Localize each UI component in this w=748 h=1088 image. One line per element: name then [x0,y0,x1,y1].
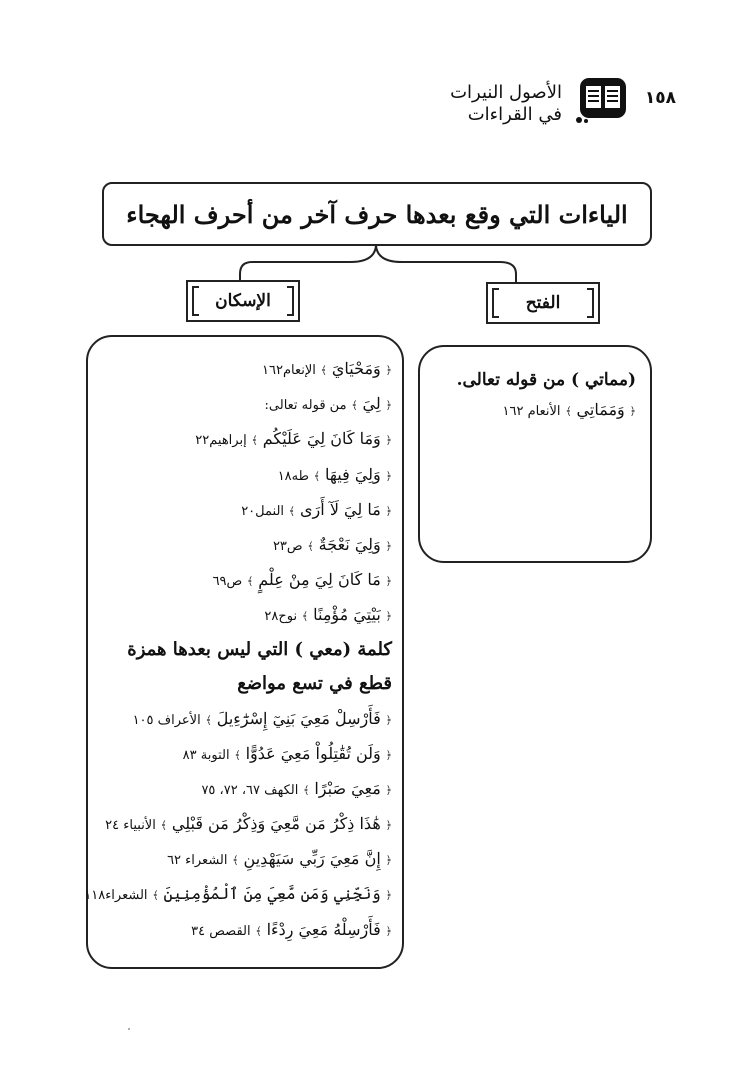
quran-bracket-open-icon: ﴿ [385,399,392,413]
verse-reference: القصص ٣٤ [191,923,251,939]
verse-text: مَا لِيَ لَآ أَرَى [300,499,381,519]
verse-reference: الإنعام١٦٢ [262,363,316,378]
verse-text: مَعِيَ صَبْرًا [314,778,381,798]
verse-text: وَنَجِّنِي وَمَن مَّعِيَ مِنَ ٱلْمُؤْمِنِينَ [163,884,381,904]
branch-label-fath [486,282,600,324]
fath-verse-line [430,395,636,425]
verse-text: هَٰذَا ذِكْرُ مَن مَّعِيَ وَذِكْرُ مَن قَبْلِي [171,814,381,834]
book-title-line2: في القراءات [467,104,562,125]
quran-bracket-close-icon: ﴾ [232,854,239,868]
page-speck [128,1028,130,1030]
verse-reference: إبراهيم٢٢ [195,433,247,449]
quran-bracket-close-icon: ﴾ [307,539,314,553]
verse-reference: الشعراء١١٨ [84,888,148,904]
verse-line [98,492,392,527]
section-title: الياءات التي وقع بعدها حرف آخر من أحرف الهجاء [126,199,628,229]
section-title-box [102,182,652,246]
verse-text: وَلَن تُقَٰتِلُواْ مَعِيَ عَدُوًّا [245,743,381,763]
verse-text: لِيَ [362,394,381,414]
iskan-verse-list-2 [84,701,392,947]
verse-line [98,351,392,386]
branch-iskan-text: الإسكان [215,291,271,311]
quran-bracket-close-icon: ﴾ [288,504,296,518]
verse-reference: الشعراء ٦٢ [167,853,228,869]
verse-line [98,912,392,947]
verse-line [98,457,392,492]
quran-bracket-close-icon: ﴾ [234,748,241,762]
quran-bracket-close-icon: ﴾ [313,469,321,483]
quran-bracket-close-icon: ﴾ [247,575,254,589]
quran-bracket-open-icon: ﴿ [385,434,392,448]
quran-bracket-close-icon: ﴾ [301,610,309,624]
book-title [450,82,562,126]
quran-bracket-open-icon: ﴿ [385,575,392,589]
quran-bracket-open-icon: ﴿ [385,854,392,868]
fath-ref: الأنعام ١٦٢ [502,404,561,419]
book-title-line1: الأصول النيرات [450,82,562,103]
branch-label-iskan [186,280,300,322]
branch-fath-text: الفتح [525,293,561,313]
quran-bracket-close-icon: ﴾ [320,364,328,377]
verse-line [98,421,392,456]
quran-bracket-open-icon: ﴿ [629,405,636,418]
verse-line [98,527,392,562]
iskan-verse-list [98,351,392,633]
verse-text: فَأَرْسِلْهُ مَعِيَ رِدْءًا [266,919,381,939]
verse-text: وَمَحْيَايَ [331,359,381,378]
quran-bracket-close-icon: ﴾ [303,783,310,797]
fath-verse: وَمَمَاتِي [576,400,625,419]
book-logo-icon [576,76,630,124]
quran-bracket-close-icon: ﴾ [152,889,159,903]
verse-line [98,771,392,806]
quran-bracket-close-icon: ﴾ [205,713,212,727]
verse-line [98,806,392,841]
verse-line [98,386,392,421]
verse-text: وَمَا كَانَ لِيَ عَلَيْكُم [262,429,381,449]
verse-reference: ص٦٩ [212,574,243,590]
verse-line [84,876,392,911]
verse-line [98,841,392,876]
verse-text: وَلِيَ فِيهَا [325,464,381,484]
verse-line [98,736,392,771]
verse-text: مَا كَانَ لِيَ مِنْ عِلْمٍ [258,570,381,590]
quran-bracket-open-icon: ﴿ [385,713,392,727]
quran-bracket-open-icon: ﴿ [385,783,392,797]
quran-bracket-close-icon: ﴾ [160,819,168,833]
quran-bracket-open-icon: ﴿ [385,610,392,624]
quran-bracket-open-icon: ﴿ [385,539,392,553]
quran-bracket-close-icon: ﴾ [351,399,358,413]
iskan-content-box [86,335,404,969]
verse-text: فَأَرْسِلْ مَعِيَ بَنِيٓ إِسْرَٰٓءِيلَ [216,708,381,728]
iskan-paragraph: كلمة (معي ) التي ليس بعدها همزة قطع في تسع مواضع [127,638,392,694]
verse-reference: نوح٢٨ [264,609,298,625]
fath-heading: (مماتي ) من قوله تعالى. [456,370,636,390]
quran-bracket-open-icon: ﴿ [385,364,392,377]
verse-reference: النمل٢٠ [241,503,285,519]
quran-bracket-close-icon: ﴾ [255,924,262,938]
quran-bracket-close-icon: ﴾ [565,405,572,418]
quran-bracket-open-icon: ﴿ [385,819,392,833]
quran-bracket-open-icon: ﴿ [385,924,392,938]
quran-bracket-open-icon: ﴿ [385,504,392,518]
verse-text: إِنَّ مَعِيَ رَبِّي سَيَهْدِينِ [243,849,381,869]
quran-bracket-open-icon: ﴿ [385,469,392,483]
verse-reference: الأنبياء ٢٤ [105,818,156,834]
quran-bracket-close-icon: ﴾ [251,434,258,448]
verse-reference: من قوله تعالى: [264,398,347,414]
verse-reference: الكهف ٦٧، ٧٢، ٧٥ [201,782,299,798]
verse-line [98,701,392,736]
verse-text: وَلِيَ نَعْجَةٌ [318,534,381,554]
quran-bracket-open-icon: ﴿ [385,748,392,762]
verse-line [98,562,392,597]
fath-content-box [418,345,652,563]
verse-reference: طه١٨ [277,468,309,484]
verse-line [98,597,392,632]
verse-reference: التوبة ٨٣ [182,747,230,763]
page-number: ١٥٨ [644,88,676,108]
verse-text: بَيْتِيَ مُؤْمِنًا [313,605,381,625]
verse-reference: الأعراف ١٠٥ [132,712,201,728]
verse-reference: ص٢٣ [272,538,303,554]
quran-bracket-open-icon: ﴿ [385,889,392,903]
